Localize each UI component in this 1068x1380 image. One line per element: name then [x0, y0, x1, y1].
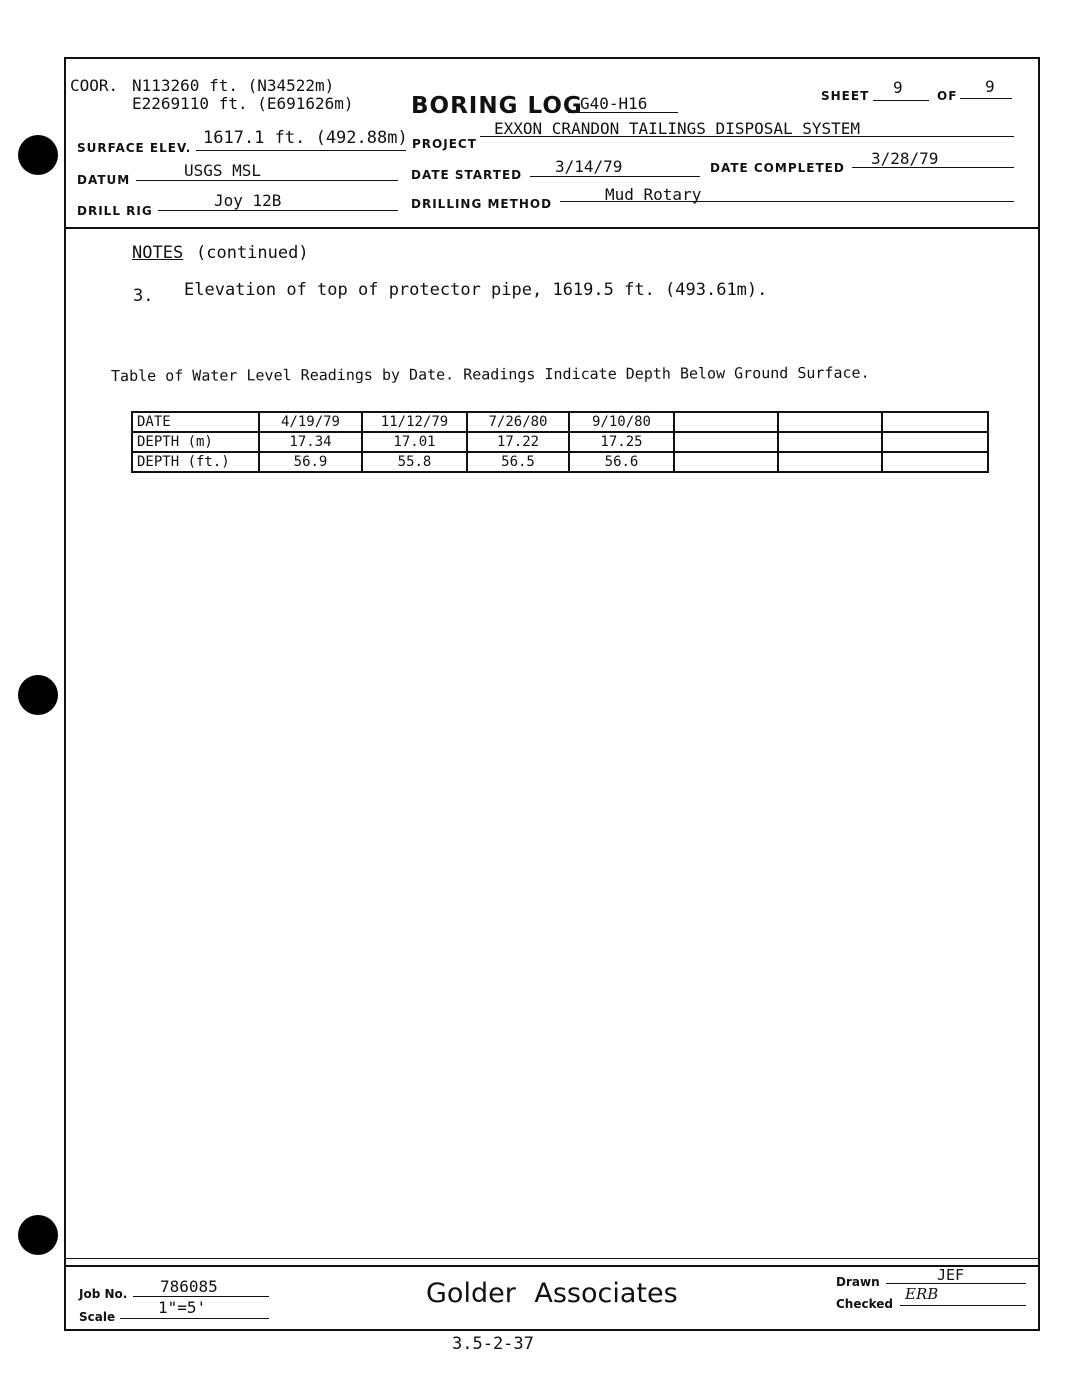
sheet-total-line — [960, 98, 1012, 99]
table-cell: 56.5 — [467, 452, 569, 472]
table-cell: 11/12/79 — [362, 412, 467, 432]
table-cell: 4/19/79 — [259, 412, 362, 432]
table-cell — [882, 412, 988, 432]
boring-id-line — [568, 112, 678, 113]
of-label: OF — [937, 89, 958, 103]
coor-east: E2269110 ft. (E691626m) — [132, 94, 354, 113]
date-completed-label: DATE COMPLETED — [710, 161, 845, 175]
checked-line — [900, 1305, 1026, 1306]
table-row-date — [132, 412, 988, 432]
date-completed-value: 3/28/79 — [871, 149, 939, 168]
job-no-line — [133, 1296, 269, 1297]
datum-label: DATUM — [77, 173, 131, 187]
company-name: Golder Associates — [426, 1278, 678, 1309]
surface-elev-value: 1617.1 ft. (492.88m) — [203, 128, 408, 148]
scale-line — [120, 1318, 269, 1319]
note-item-text: Elevation of top of protector pipe, 1619.5 ft. (493.61m). — [184, 280, 768, 300]
hole-punch-middle — [18, 675, 58, 715]
note-item-number: 3. — [133, 286, 154, 306]
table-cell: 56.6 — [569, 452, 674, 472]
project-value: EXXON CRANDON TAILINGS DISPOSAL SYSTEM — [494, 119, 861, 138]
coor-label: COOR. — [70, 76, 119, 95]
datum-value: USGS MSL — [184, 161, 262, 180]
table-row-depth-m — [132, 432, 988, 452]
drilling-method-value: Mud Rotary — [605, 185, 702, 204]
surface-elev-line — [196, 150, 406, 151]
table-cell — [778, 452, 882, 472]
sheet-label: SHEET — [821, 89, 870, 103]
boring-id: G40-H16 — [580, 94, 648, 113]
notes-heading-suffix: (continued) — [196, 243, 309, 263]
table-cell — [882, 452, 988, 472]
table-cell: 7/26/80 — [467, 412, 569, 432]
drilling-method-label: DRILLING METHOD — [411, 197, 553, 211]
project-label: PROJECT — [412, 137, 477, 151]
checked-initials-signature: ERB — [905, 1285, 939, 1303]
table-cell — [674, 432, 778, 452]
table-row-depth-ft — [132, 452, 988, 472]
table-cell: 17.22 — [467, 432, 569, 452]
table-cell — [778, 412, 882, 432]
table-cell — [674, 412, 778, 432]
drill-rig-value: Joy 12B — [214, 191, 282, 210]
table-cell: 17.01 — [362, 432, 467, 452]
page-number: 3.5-2-37 — [452, 1334, 534, 1354]
table-cell — [882, 432, 988, 452]
table-cell — [778, 432, 882, 452]
table-cell: 17.34 — [259, 432, 362, 452]
job-no-value: 786085 — [160, 1277, 218, 1296]
table-cell: 56.9 — [259, 452, 362, 472]
sheet-number: 9 — [893, 78, 903, 97]
date-started-value: 3/14/79 — [555, 157, 623, 176]
row-label: DEPTH (ft.) — [132, 452, 259, 472]
footer-divider-1 — [64, 1258, 1040, 1259]
row-label: DATE — [132, 412, 259, 432]
date-started-label: DATE STARTED — [411, 168, 523, 182]
table-cell: 9/10/80 — [569, 412, 674, 432]
drill-rig-label: DRILL RIG — [77, 204, 153, 218]
drawn-label: Drawn — [836, 1275, 880, 1289]
sheet-no-line — [873, 100, 929, 101]
scale-value: 1"=5' — [158, 1298, 207, 1317]
header-divider — [64, 227, 1040, 229]
page-title: BORING LOG — [411, 93, 583, 119]
drill-rig-line — [158, 210, 398, 211]
scale-label: Scale — [79, 1310, 116, 1324]
row-label: DEPTH (m) — [132, 432, 259, 452]
drawn-value: JEF — [937, 1266, 965, 1284]
notes-heading: NOTES — [132, 243, 184, 263]
table-cell: 17.25 — [569, 432, 674, 452]
hole-punch-top — [18, 135, 58, 175]
date-started-line — [530, 176, 700, 177]
coor-north: N113260 ft. (N34522m) — [132, 76, 335, 95]
table-cell — [674, 452, 778, 472]
table-caption: Table of Water Level Readings by Date. Readings Indicate Depth Below Ground Surface. — [110, 363, 870, 385]
table-cell: 55.8 — [362, 452, 467, 472]
surface-elev-label: SURFACE ELEV. — [77, 141, 192, 155]
job-no-label: Job No. — [79, 1287, 128, 1301]
checked-label: Checked — [836, 1297, 893, 1311]
footer-divider-2 — [64, 1265, 1040, 1267]
hole-punch-bottom — [18, 1215, 58, 1255]
sheet-total: 9 — [985, 77, 995, 96]
water-level-table — [131, 411, 989, 473]
datum-line — [136, 180, 398, 181]
